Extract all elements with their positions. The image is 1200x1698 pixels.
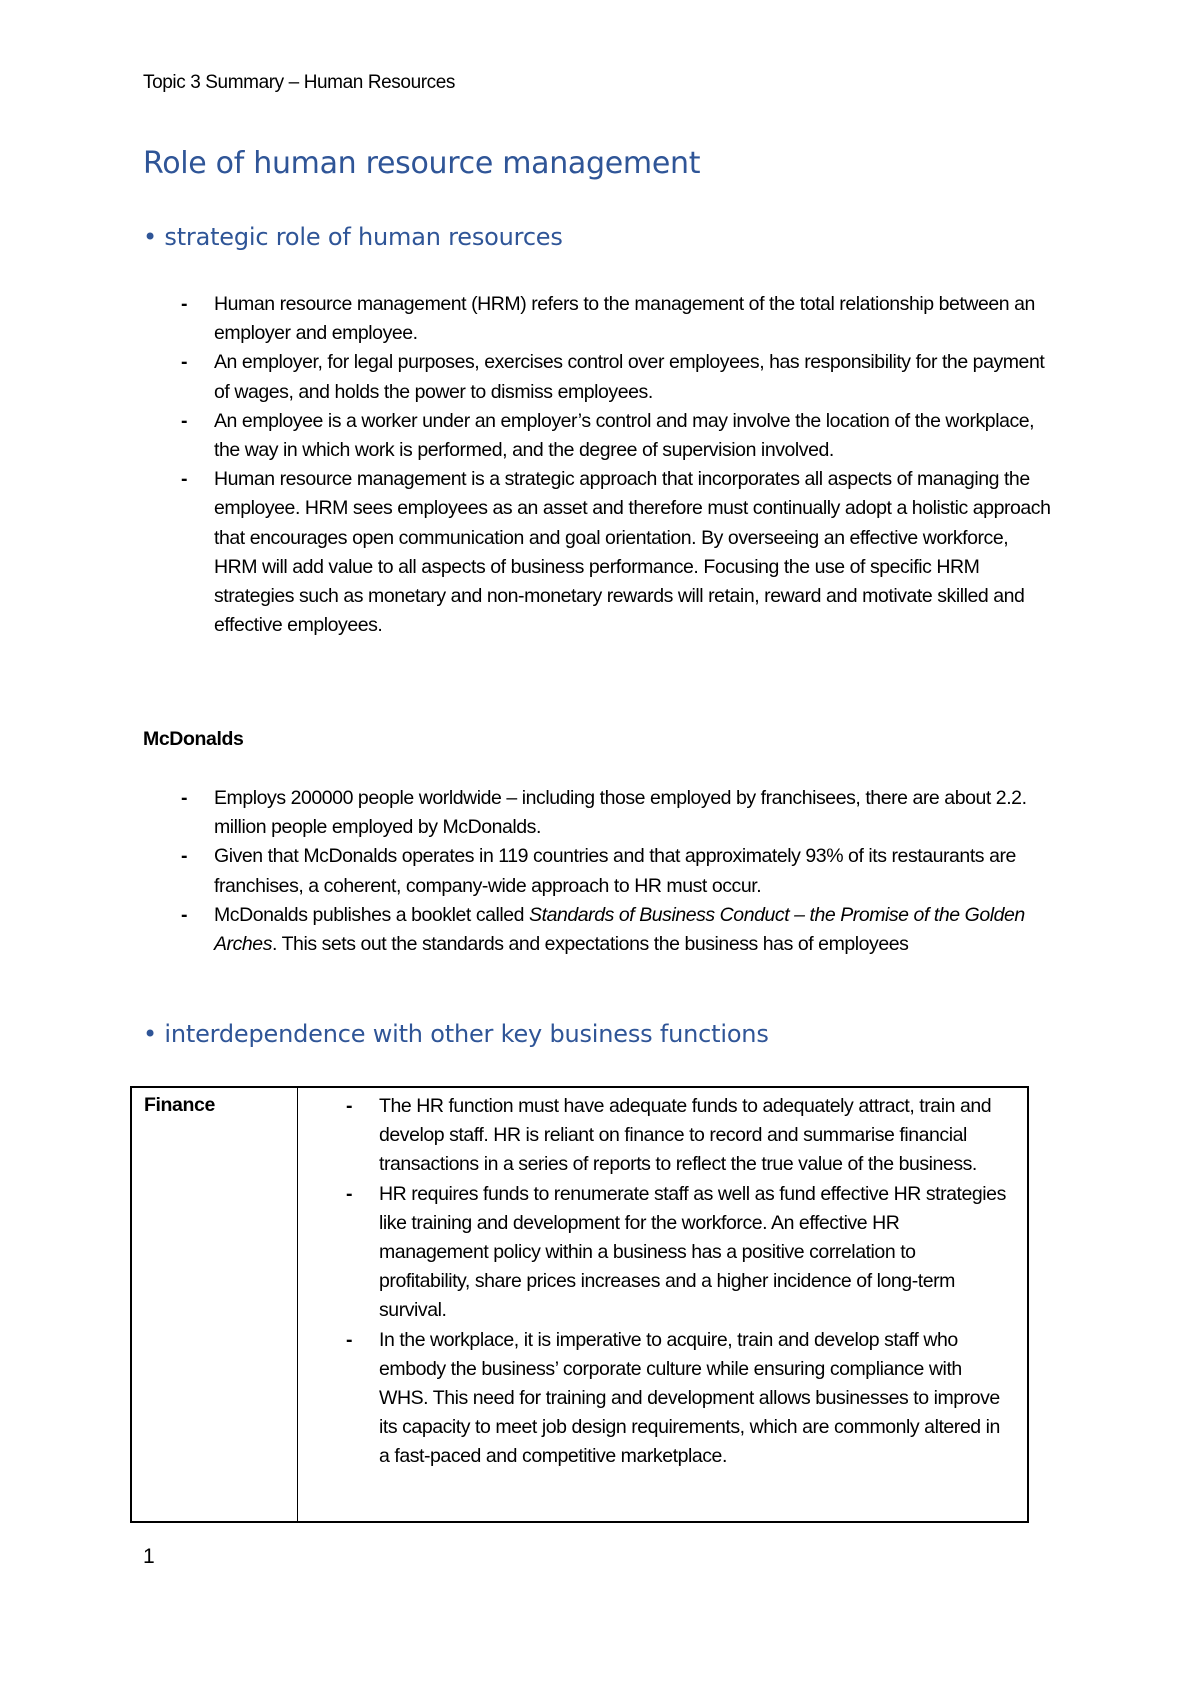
list-item <box>181 901 1051 959</box>
booklet-title: Standards of Business Conduct – the Promise of the Golden Arches <box>214 903 1025 956</box>
list-item: - Human resource management is a strategic approach that incorporates all aspects of managing the employee. HRM sees employees as an asset and therefore must continually adopt a holistic approach that encourages open communication and goal orientation. By overseeing an effective workforce, HRM will add value to all aspects of business performance. Focusing the use of specific HRM strategies such as monetary and non-monetary rewards will retain, reward and motivate skilled and effective employees. <box>181 465 1051 640</box>
interdependence-table <box>130 1086 1029 1523</box>
section-heading-interdependence: • interdependence with other key business functions <box>143 1020 769 1048</box>
page-header: Topic 3 Summary – Human Resources <box>143 72 456 93</box>
table-cell-content <box>298 1087 1029 1522</box>
list-item: - An employer, for legal purposes, exercises control over employees, has responsibility for the payment of wages, and holds the power to dismiss employees. <box>181 348 1051 406</box>
strategic-role-list <box>181 290 1051 640</box>
text: . This sets out the standards and expectations the business has of employees <box>272 933 909 956</box>
table-row <box>131 1087 1028 1522</box>
table-cell-label: Finance <box>131 1087 298 1522</box>
finance-list <box>298 1088 1027 1472</box>
page-title: Role of human resource management <box>143 146 701 181</box>
list-item: - Employs 200000 people worldwide – including those employed by franchisees, there are about 2.2. million people employed by McDonalds. <box>181 784 1051 842</box>
mcdonalds-list <box>181 784 1051 959</box>
list-item: - Human resource management (HRM) refers to the management of the total relationship between an employer and employee. <box>181 290 1051 348</box>
list-item: - The HR function must have adequate funds to adequately attract, train and develop staff. HR is reliant on finance to record and summarise financial transactions in a series of reports to reflect the true value of the business. <box>346 1092 1011 1180</box>
mcdonalds-heading: McDonalds <box>143 728 244 750</box>
list-item: - In the workplace, it is imperative to acquire, train and develop staff who embody the business’ corporate culture while ensuring compliance with WHS. This need for training and development allows businesses to improve its capacity to meet job design requirements, which are commonly altered in a fast-paced and competitive marketplace. <box>346 1326 1011 1472</box>
page-number: 1 <box>143 1545 155 1568</box>
list-item: - HR requires funds to renumerate staff as well as fund effective HR strategies like training and development for the workforce. An effective HR management policy within a business has a positive correlation to profitability, share prices increases and a higher incidence of long-term survival. <box>346 1180 1011 1326</box>
list-item: - An employee is a worker under an employer’s control and may involve the location of the workplace, the way in which work is performed, and the degree of supervision involved. <box>181 407 1051 465</box>
section-heading-strategic-role: • strategic role of human resources <box>143 223 563 251</box>
list-item: - Given that McDonalds operates in 119 countries and that approximately 93% of its restaurants are franchises, a coherent, company-wide approach to HR must occur. <box>181 842 1051 900</box>
text: McDonalds publishes a booklet called <box>214 903 530 926</box>
